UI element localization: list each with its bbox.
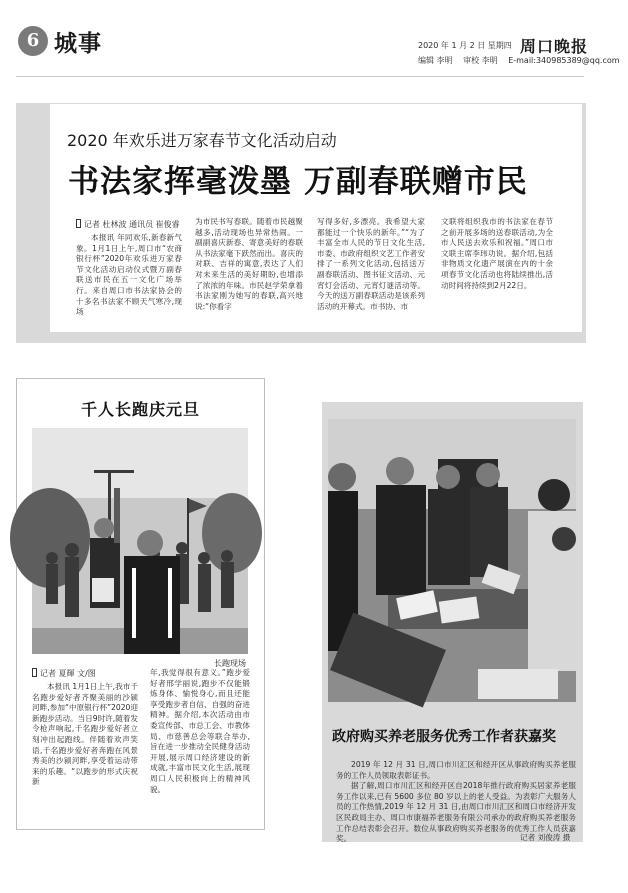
masthead (0, 0, 620, 74)
run-photo-caption: 长跑现场 (214, 659, 246, 668)
section-title: 城事 (54, 30, 102, 57)
award-photo-credit: 记者 刘俊涛 摄 (520, 833, 571, 842)
run-photo-tree-right (202, 493, 262, 573)
run-story-column-2: 年,我觉得很有意义。”跑步爱好者邢学丽说,跑步不仅能锻炼身体、愉悦身心,而且还能享受跑步者自信、自强的奋进精神。据介绍,本次活动由市委宣传部、市总工会、市教体局、市慈善总会等联合举办,旨在进一步推动全民健身活动开展,展示周口经济建设的新成就,丰富市民文化生活,展现周口人民积极向上的精神风貌。 (150, 668, 250, 794)
feature-column-2: 为市民书写春联。随着市民越聚越多,活动现场也异常热闹。一副副喜庆新春、寄意美好的春联从书法家毫下跃然而出。喜庆的对联、吉祥的寓意,表达了人们对未来生活的美好期盼,也增添了浓浓的年味。市民赵学荣拿着书法家刚为她写的春联,高兴地说:“你看字 (195, 217, 303, 311)
feature-byline (76, 219, 180, 230)
award-photo-paper (478, 669, 558, 699)
contact-email: E-mail:340985389@qq.com (508, 56, 620, 65)
newspaper-logo: 周口晚报 (520, 37, 589, 56)
byline-marker-icon (76, 219, 81, 228)
run-photo-crane-arm (94, 470, 134, 473)
feature-byline-text: 记者 杜林波 通讯员 崔俊睿 (84, 220, 180, 229)
page-number-badge: 6 (18, 26, 48, 56)
run-story-byline-text: 记者 夏輝 文/图 (40, 669, 96, 678)
masthead-divider (16, 76, 584, 77)
award-photo (328, 419, 576, 702)
feature-column-3: 写得多好,多漂亮。我希望大家都能过一个快乐的新年。”“为了丰富全市人民的节日文化生活,市委、市政府组织文艺工作者安排了一系列文化活动,包括送万副春联活动、图书征文活动、元宵灯会活动、元宵灯谜活动等。今天的送万副春联活动是该系列活动的开幕式。市书协、市 (317, 217, 425, 311)
feature-column-1: 本报讯 年同欢乐,新春新气象。1月1日上午,周口市“农商银行杯”2020年欢乐进万家春节文化活动启动仪式暨万副春联送市民在五一文化广场举行。来自周口市书法家协会的十多名书法家不顾天气寒冷,现场 (76, 233, 182, 317)
proofreader-label: 审校 李明 (463, 56, 498, 65)
editor-label: 编辑 李明 (418, 56, 453, 65)
run-story-title: 千人长跑庆元旦 (80, 400, 200, 419)
issue-date: 2020 年 1 月 2 日 星期四 (418, 41, 512, 50)
award-story-headline: 政府购买养老服务优秀工作者获嘉奖 (332, 729, 556, 745)
feature-column-4: 文联将组织我市的书法家在春节之前开展多场的送春联活动,为全市人民送去欢乐和祝福。”周口市文联主席李玮功说。据介绍,包括非物质文化遗产展演在内的十余项春节文化活动也将陆续推出,活动时间将持续到2月22日。 (441, 217, 553, 290)
run-photo-sky-light (32, 428, 248, 498)
feature-headline: 书法家挥毫泼墨 万副春联赠市民 (68, 164, 528, 200)
run-photo (32, 428, 248, 654)
feature-kicker: 2020 年欢乐进万家春节文化活动启动 (67, 131, 337, 150)
byline-marker-icon (32, 668, 37, 677)
award-story-paragraph-2: 据了解,周口市川汇区和经开区自2018年推行政府购买居家养老服务工作以来,已有 5600 多位 80 岁以上的老人受益。为表彰广大服务人员的工作热情,2019 年 12 月 31 日,由周口市川汇区和周口市经济开发区民政局主办、周口市康福养老服务有限公司承办的政府购买养老服务工作总结表彰会召开。数位从事政府购买养老服务的优秀工作人员获嘉奖。 (336, 781, 576, 844)
run-story-byline (32, 668, 96, 679)
award-story-paragraph-1: 2019 年 12 月 31 日,周口市川汇区和经开区从事政府购买养老服务的工作人员领取表彰证书。 (336, 760, 576, 780)
run-story-column-1: 本报讯 1月1日上午,我市千名跑步爱好者齐聚美丽的沙颍河畔,参加“中原银行杯”2020迎新跑步活动。当日9时许,随着发令枪声响起,千名跑步爱好者立刻冲出起跑线。伴随着欢声笑语,千名跑步爱好者奔跑在风景秀美的沙颍河畔,享受着运动带来的乐趣。“以跑步的形式庆祝新 (32, 682, 138, 787)
